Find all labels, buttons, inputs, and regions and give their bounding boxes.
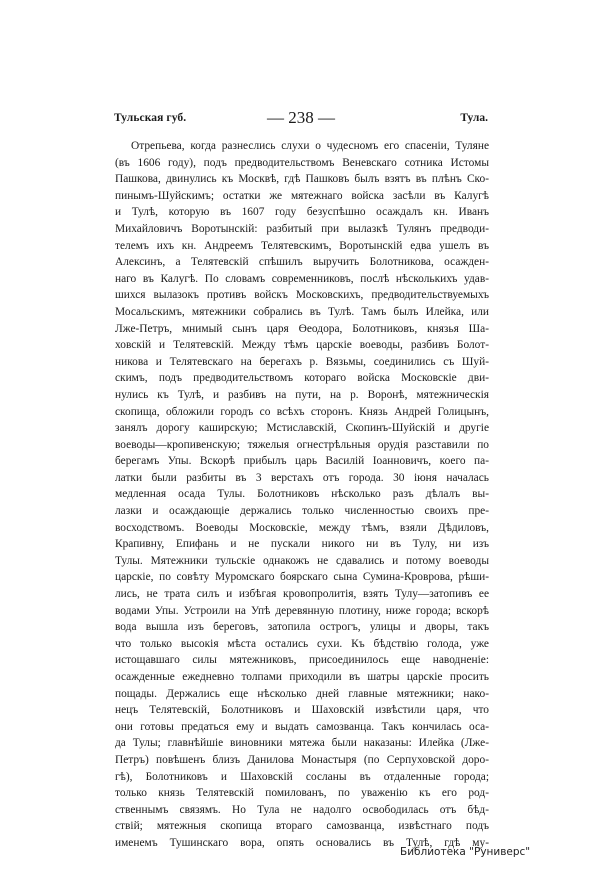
text-line: медленная осада Тулы. Болотниковъ нѣсколько разъ дѣлалъ вы- — [115, 488, 489, 501]
text-line: и Тулѣ, которую въ 1607 году безуспѣшно осаждалъ кн. Иванъ — [115, 206, 489, 219]
text-line: Пашкова, двинулись къ Москвѣ, гдѣ Пашковъ былъ взятъ въ плѣнъ Ско- — [115, 173, 489, 186]
text-line: гѣ), Болотниковъ и Шаховскій сосланы въ отдаленные города; — [115, 770, 489, 783]
body-text — [115, 138, 489, 852]
text-line: ствій; мятежныя скопища втораго самозванца, извѣстнаго подъ — [115, 820, 489, 833]
text-line: ховскій и Телятевскій. Между тѣмъ царскіе воеводы, разбивъ Болот- — [115, 339, 489, 352]
text-line: скопища, обложили городъ со всѣхъ сторонъ. Князь Андрей Голицынъ, — [115, 405, 489, 418]
text-line: шихся вылазокъ противъ войскъ Московскихъ, предводительствуемыхъ — [115, 289, 489, 302]
text-line: нулись къ Тулѣ, и разбивъ на пути, на р. Воронѣ, мятежническія — [115, 388, 489, 401]
text-line: Петръ) повѣшенъ близъ Данилова Монастыря (по Серпуховской доро- — [115, 753, 489, 766]
text-line: только князь Телятевскій помилованъ, по уваженію къ его род- — [115, 787, 489, 800]
text-line: Мосальскимъ, мятежники собрались въ Тулѣ. Тамъ былъ Илейка, или — [115, 305, 489, 318]
text-line: именемъ Тушинскаго вора, опять основались въ Тулѣ, гдѣ му- — [115, 836, 489, 849]
text-line: пинымъ-Шуйскимъ; остатки же мятежнаго войска засѣли въ Калугѣ — [115, 189, 489, 202]
text-line: вода вышла изъ береговъ, затопила острогъ, улицы и дворы, такъ — [115, 621, 489, 634]
text-line: пощады. Держались еще нѣсколько дней главные мятежники; нако- — [115, 687, 489, 700]
text-line: воеводы—кропивенскую; тяжелыя огнестрѣльныя орудія разставили по — [115, 438, 489, 451]
text-line: скимъ, подъ предводительствомъ котораго войска Московскіе дви- — [115, 372, 489, 385]
text-line: занялъ дорогу каширскую; Мстиславскій, Скопинъ-Шуйскій и другіе — [115, 422, 489, 435]
text-line: нецъ Телятевскій, Болотниковъ и Шаховскій извѣстили царя, что — [115, 704, 489, 717]
text-line: царскіе, по совѣту Муромскаго боярскаго сына Сумина-Кроврова, рѣши- — [115, 571, 489, 584]
text-line: наго въ Калугѣ. По словамъ современниковъ, послѣ нѣсколькихъ удав- — [115, 272, 489, 285]
text-line: Алексинъ, а Телятевскій спѣшилъ выручить Болотникова, осажден- — [115, 256, 489, 269]
text-line: телемъ ихъ кн. Андреемъ Телятевскимъ, Воротынскій едва ушелъ въ — [115, 239, 489, 252]
running-head-left: Тульская губ. — [114, 112, 187, 124]
page-number: — 238 — — [267, 108, 335, 127]
text-line: латки были разбиты въ 3 верстахъ отъ города. 30 іюня началась — [115, 471, 489, 484]
text-line: ственнымъ связямъ. Но Тула не надолго освободилась отъ бѣд- — [115, 803, 489, 816]
library-watermark: Библиотека "Руниверс" — [400, 846, 531, 858]
running-head-right: Тула. — [460, 112, 488, 124]
text-line: Лже-Петръ, мнимый сынъ царя Өеодора, Болотниковъ, князья Ша- — [115, 322, 489, 335]
text-line: они готовы предаться ему и выдать самозванца. Такъ кончилась оса- — [115, 720, 489, 733]
text-line: осажденные ежедневно толпами приходили въ шатры царскіе просить — [115, 671, 489, 683]
text-line: (въ 1606 году), подъ предводительствомъ Веневскаго сотника Истомы — [115, 156, 489, 169]
text-line: лазки и осаждающіе держались только численностью своихъ пре- — [115, 505, 489, 518]
text-line: никова и Телятевскаго на берегахъ р. Вязьмы, соединились съ Шуй- — [115, 355, 489, 368]
text-line: да Тулы; главнѣйшіе виновники мятежа были наказаны: Илейка (Лже- — [115, 737, 489, 750]
text-line: восходствомъ. Воеводы Московскіе, между тѣмъ, взяли Дѣдиловъ, — [115, 521, 489, 534]
text-line: Отрепьева, когда разнеслись слухи о чудесномъ его спасеніи, Туляне — [131, 140, 489, 152]
text-line: Михайловичъ Воротынскій: разбитый при вылазкѣ Тулянъ предводи- — [115, 222, 489, 235]
text-line: Крапивну, Епифань и не пускали никого ни въ Тулу, ни изъ — [115, 538, 489, 551]
text-line: лись, не трата силъ и избѣгая кровопролитія, взять Тулу—затопивъ ее — [115, 588, 489, 601]
text-line: водами Упы. Устроили на Упѣ деревянную плотину, ниже города; вскорѣ — [115, 604, 489, 617]
page-header — [114, 108, 488, 130]
text-line: берегамъ Упы. Вскорѣ прибылъ царь Василій Іоанновичъ, коего па- — [115, 455, 489, 468]
text-line: Тулы. Мятежники тульскіе однакожъ не сдавались и потому воеводы — [115, 554, 489, 567]
text-line: что только высокія мѣста остались сухи. Къ бѣдствію голода, уже — [115, 637, 489, 650]
text-line: истощавшаго силы мятежниковъ, присоединилось еще наводненіе: — [115, 654, 489, 667]
